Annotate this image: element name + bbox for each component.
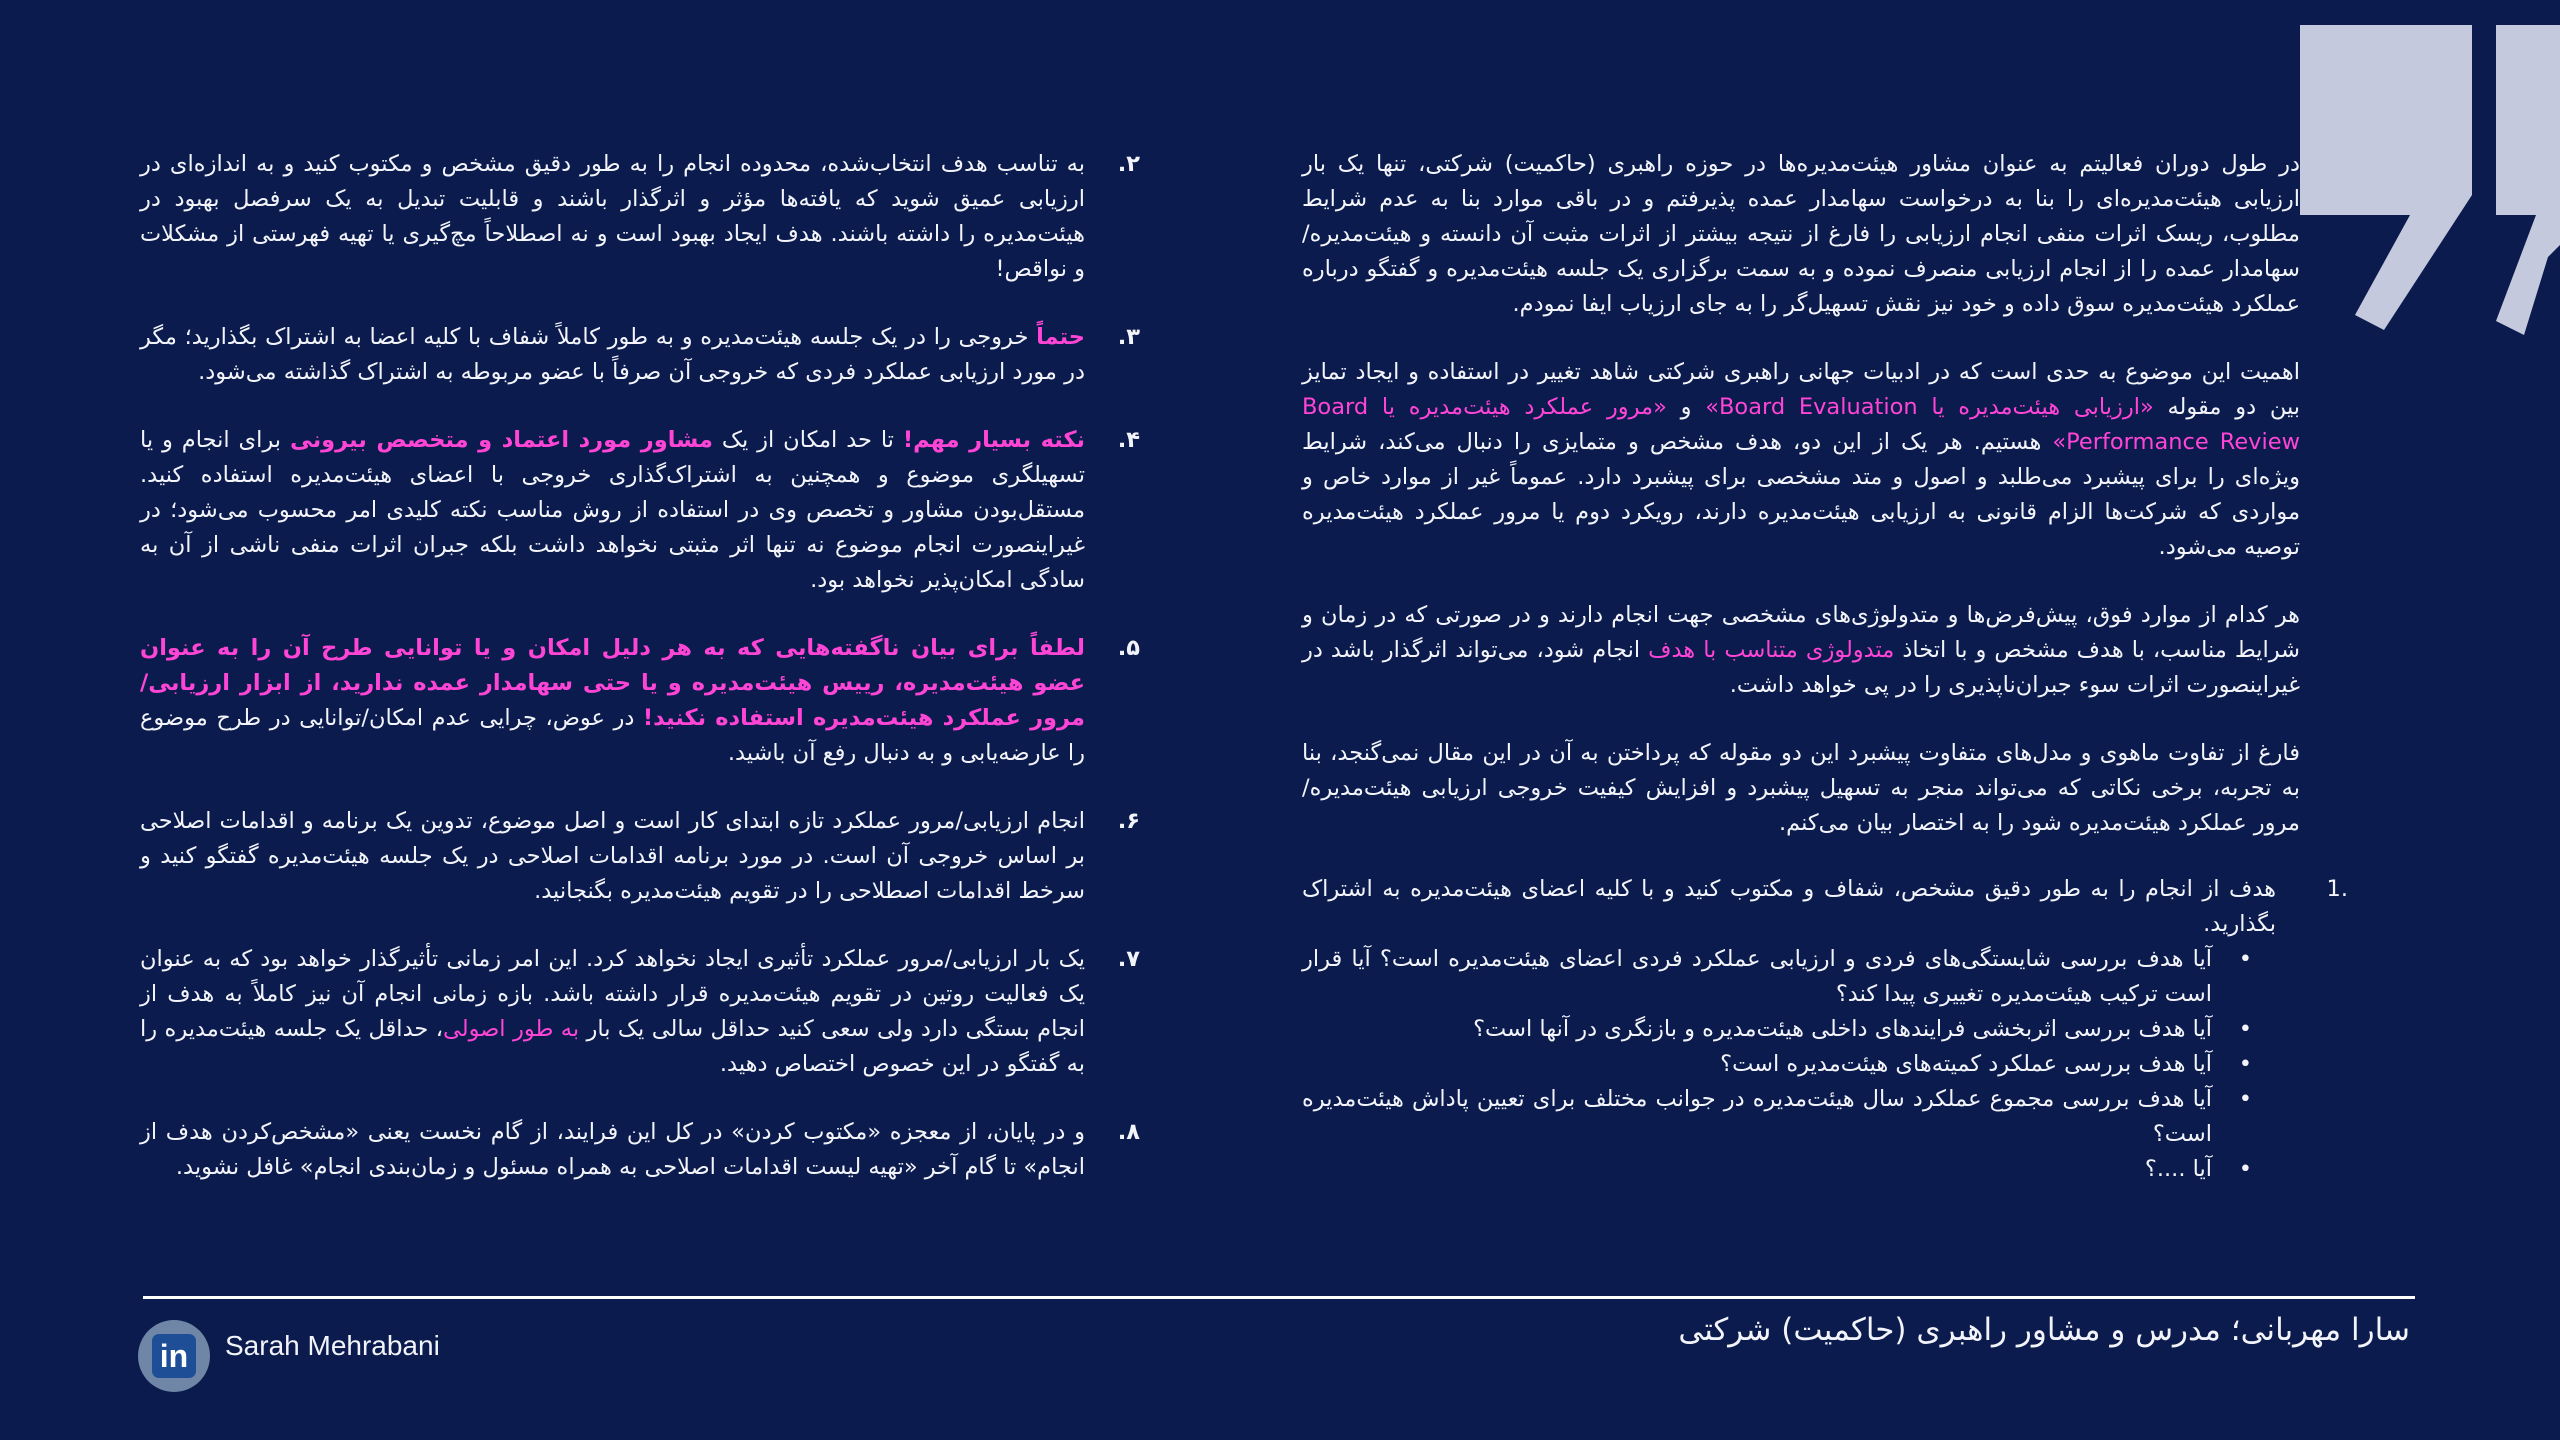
author-title: سارا مهربانی؛ مدرس و مشاور راهبری (حاکمیت) شرکتی: [1678, 1312, 2410, 1348]
list-item-2: [140, 147, 1140, 287]
author-name[interactable]: Sarah Mehrabani: [225, 1330, 440, 1361]
question-item: • آیا هدف بررسی مجموع عملکرد سال هیئت‌مدیره در جوانب مختلف برای تعیین پاداش هیئت‌مدیره است؟: [1302, 1082, 2252, 1152]
tips-column: [140, 147, 1140, 1218]
methodology-paragraph: [1302, 598, 2300, 703]
item-number: .۴: [1117, 427, 1140, 453]
list-item-7: [140, 942, 1140, 1082]
summary-paragraph: فارغ از تفاوت ماهوی و مدل‌های متفاوت پیشبرد این دو مقوله که پرداختن به آن در این مقال نمی‌گنجد، بنا به تجربه، برخی نکاتی که می‌تواند منجر به تسهیل پیشبرد و افزایش کیفیت خروجی ارزیابی هیئت‌مدیره/مرور عملکرد هیئت‌مدیره شود را به اختصار بیان می‌کنم.: [1302, 740, 2300, 836]
item-text: برای انجام و یا تسهیلگری موضوع و همچنین به اشتراک‌گذاری خروجی با اعضای هیئت‌مدیره استفاده کنید. مستقل‌بودن مشاور و تخصص وی در استفاده از روش مناسب نکته کلیدی امر محسوب می‌شود؛ در غیراینصورت انجام موضوع نه تنها اثر مثبتی نخواهد داشت بلکه جبران اثرات منفی ناشی از آن به سادگی امکان‌پذیر نخواهد بود.: [140, 427, 1085, 593]
item-text: ، حداقل یک جلسه هیئت‌مدیره را به گفتگو در این خصوص اختصاص دهید.: [140, 1016, 1085, 1077]
linkedin-glyph: in: [152, 1334, 196, 1378]
linkedin-icon[interactable]: [138, 1320, 210, 1392]
item-number: .۵: [1117, 635, 1140, 661]
text-span: انجام شود، می‌تواند اثرگذار باشد در غیراینصورت اثرات سوء جبران‌ناپذیری را در پی خواهد داشت.: [1302, 637, 2300, 698]
intro-column: [1302, 147, 2348, 1187]
item-text: هدف از انجام را به طور دقیق مشخص، شفاف و مکتوب کنید و با کلیه اعضای هیئت‌مدیره به اشتراک بگذارید.: [1302, 876, 2276, 937]
list-item-8: [140, 1115, 1140, 1185]
intro-paragraph: در طول دوران فعالیتم به عنوان مشاور هیئت‌مدیره‌ها در حوزه راهبری (حاکمیت) شرکتی، تنها یک بار ارزیابی هیئت‌مدیره‌ای را بنا به درخواست سهامدار عمده پذیرفتم و در باقی موارد بنا به عدم شرایط مطلوب، ریسک اثرات منفی انجام ارزیابی را فارغ از نتیجه بیشتر از اثرات مثبت آن دانسته و هیئت‌مدیره/سهامدار عمده را از انجام ارزیابی منصرف نموده و به سمت برگزاری یک جلسه هیئت‌مدیره و گفتگو درباره عملکرد هیئت‌مدیره سوق داده و خود نیز نقش تسهیل‌گر را به جای ارزیاب ایفا نمودم.: [1302, 151, 2300, 317]
item-number: .۷: [1117, 946, 1140, 972]
tips-list: [140, 147, 1140, 1185]
emphasis-text: به طور اصولی: [442, 1016, 580, 1042]
item-number: .۸: [1117, 1119, 1140, 1145]
distinction-paragraph: [1302, 355, 2300, 565]
item-number: .۳: [1117, 324, 1140, 350]
question-item: • آیا ....؟: [1302, 1152, 2252, 1187]
text-span: هر کدام از موارد فوق، پیش‌فرض‌ها و متدولوژی‌های مشخصی جهت انجام دارند و در صورتی که در زمان و شرایط مناسب، با هدف مشخص و با اتخاذ: [1302, 602, 2300, 663]
list-item-5: [140, 631, 1140, 771]
list-item-3: [140, 320, 1140, 390]
methodology-highlight: متدولوژی متناسب با هدف: [1648, 637, 1895, 663]
question-item: • آیا هدف بررسی اثربخشی فرایندهای داخلی هیئت‌مدیره و بازنگری در آنها است؟: [1302, 1012, 2252, 1047]
footer-divider: [143, 1296, 2415, 1299]
list-item-1: [1302, 872, 2348, 1187]
item-text: تا حد امکان از یک: [712, 427, 903, 453]
item-text: و در پایان، از معجزه «مکتوب کردن» در کل این فرایند، از گام نخست یعنی «مشخص‌کردن هدف از انجام» تا گام آخر «تهیه لیست اقدامات اصلاحی به همراه مسئول و زمان‌بندی انجام» غافل نشوید.: [140, 1119, 1085, 1180]
item-number: 1.: [2326, 876, 2348, 902]
question-item: • آیا هدف بررسی عملکرد کمیته‌های هیئت‌مدیره است؟: [1302, 1047, 2252, 1082]
item-text: خروجی را در یک جلسه هیئت‌مدیره و به طور کاملاً شفاف با کلیه اعضا به اشتراک بگذارید؛ مگر در مورد ارزیابی عملکرد فردی که خروجی آن صرفاً با عضو مربوطه به اشتراک گذاشته می‌شود.: [140, 324, 1085, 385]
item-number: .۶: [1117, 808, 1140, 834]
board-evaluation-term: «ارزیابی هیئت‌مدیره یا Board Evaluation»: [1705, 394, 2154, 420]
text-span: و: [1666, 394, 1706, 420]
list-item-4: [140, 423, 1140, 598]
emphasis-text: مشاور مورد اعتماد و متخصص بیرونی: [289, 427, 713, 453]
closing-quote-icon: [2300, 25, 2560, 340]
board-performance-review-term: «مرور عملکرد هیئت‌مدیره یا Board Performance Review»: [1302, 394, 2300, 455]
item-text: در عوض، چرایی عدم امکان/توانایی در طرح موضوع را عارضه‌یابی و به دنبال رفع آن باشید.: [140, 705, 1085, 766]
item-text: به تناسب هدف انتخاب‌شده، محدوده انجام را به طور دقیق مشخص و مکتوب کنید و به اندازه‌ای در ارزیابی عمیق شوید که یافته‌ها مؤثر و اثرگذار باشند و قابلیت تبدیل به یک سرفصل بهبود در هیئت‌مدیره را داشته باشند. هدف ایجاد بهبود است و نه اصطلاحاً مچ‌گیری یا تهیه فهرستی از مشکلات و نواقص!: [140, 151, 1085, 282]
question-list: [1302, 942, 2300, 1187]
text-span: اهمیت این موضوع به حدی است که در ادبیات جهانی راهبری شرکتی شاهد تغییر در استفاده و ایجاد تمایز بین دو مقوله: [1302, 359, 2301, 420]
question-item: • آیا هدف بررسی شایستگی‌های فردی و ارزیابی عملکرد فردی اعضای هیئت‌مدیره است؟ آیا قرار است ترکیب هیئت‌مدیره تغییری پیدا کند؟: [1302, 942, 2252, 1012]
emphasis-text: نکته بسیار مهم!: [902, 427, 1085, 453]
item-text: یک بار ارزیابی/مرور عملکرد تأثیری ایجاد نخواهد کرد. این امر زمانی تأثیرگذار خواهد بود که به عنوان یک فعالیت روتین در تقویم هیئت‌مدیره قرار داشته باشد. بازه زمانی انجام آن نیز کاملاً به هدف از انجام بستگی دارد ولی سعی کنید حداقل سالی یک بار: [140, 946, 1085, 1042]
item-number: .۲: [1117, 151, 1140, 177]
list-item-6: [140, 804, 1140, 909]
text-span: هستیم. هر یک از این دو، هدف مشخص و متمایزی را دنبال می‌کند، شرایط ویژه‌ای را برای پیشبرد می‌طلبد و اصول و متد مشخصی برای پیشبرد دارد. عموماً غیر از موارد خاص و مواردی که شرکت‌ها الزام قانونی به ارزیابی هیئت‌مدیره دارند، رویکرد دوم یا مرور عملکرد هیئت‌مدیره توصیه می‌شود.: [1302, 429, 2300, 560]
emphasis-text: لطفاً برای بیان ناگفته‌هایی که به هر دلیل امکان و یا توانایی طرح آن را به عنوان عضو هیئت‌مدیره، رییس هیئت‌مدیره و یا حتی سهامدار عمده ندارید، از ابزار ارزیابی/مرور عملکرد هیئت‌مدیره استفاده نکنید!: [140, 635, 1085, 731]
item-text: انجام ارزیابی/مرور عملکرد تازه ابتدای کار است و اصل موضوع، تدوین یک برنامه و اقدامات اصلاحی بر اساس خروجی آن است. در مورد برنامه اقدامات اصلاحی در یک جلسه هیئت‌مدیره گفتگو کنید و سرخط اقدامات اصطلاحی را در تقویم هیئت‌مدیره بگنجانید.: [140, 808, 1085, 904]
emphasis-text: حتماً: [1036, 324, 1085, 350]
